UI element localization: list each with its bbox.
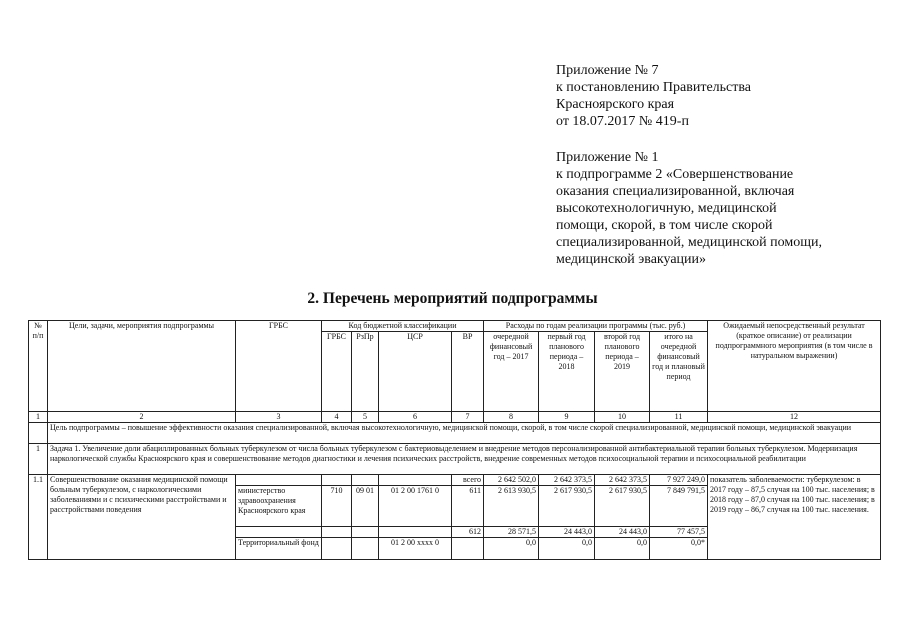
col-number: 8 xyxy=(484,412,539,423)
ministry-year2: 2 617 930,5 xyxy=(539,486,595,527)
fund-vr-cell xyxy=(452,538,484,560)
col-number: 6 xyxy=(379,412,452,423)
total-rzpr-cell xyxy=(352,475,379,486)
fund-grbs-cell xyxy=(322,538,352,560)
header-expenses: Расходы по годам реализации программы (тыс. руб.) xyxy=(484,321,708,332)
col-number: 9 xyxy=(539,412,595,423)
col-number: 2 xyxy=(48,412,236,423)
total-vr: всего xyxy=(452,475,484,486)
row612-csr-cell xyxy=(379,527,452,538)
appendix-1-line: оказания специализированной, включая xyxy=(556,184,795,199)
header-sub-year3: второй год планового периода – 2019 xyxy=(595,332,650,412)
appendix-1-line: высокотехнологичную, медицинской xyxy=(556,201,777,216)
appendix-1-line: Приложение № 1 xyxy=(556,150,659,165)
col-number: 5 xyxy=(352,412,379,423)
header-sub-year2: первый год планового периода – 2018 xyxy=(539,332,595,412)
header-grbs: ГРБС xyxy=(236,321,322,412)
header-sub-grbs: ГРБС xyxy=(322,332,352,412)
appendix-7-line: от 18.07.2017 № 419-п xyxy=(556,114,689,129)
document-title: 2. Перечень мероприятий подпрограммы xyxy=(307,290,598,307)
header-sub-csr: ЦСР xyxy=(379,332,452,412)
header-sub-year1: очередной финансовый год – 2017 xyxy=(484,332,539,412)
task-row-text: Задача 1. Увеличение доли абациллированных больных туберкулезом от числа больных туберкулезом с бактериовыделением и внедрение методов персонализированной антибактериальной терапии больных туберкулезом. Модернизация наркологической службы Красноярского края и совершенствование методов диагностики и лечения психических расстройств, внедрение современных методов психосоциальной терапии и психосоциальной реабилитации xyxy=(48,444,881,475)
col-number: 7 xyxy=(452,412,484,423)
task-num: 1 xyxy=(29,444,48,475)
appendix-7-line: Красноярского края xyxy=(556,97,675,112)
appendix-1-line: специализированной, медицинской помощи, xyxy=(556,235,822,250)
ministry-grbs: 710 xyxy=(322,486,352,527)
fund-total: 0,0* xyxy=(650,538,708,560)
activity-result: показатель заболеваемости: туберкулезом: в 2017 году – 87,5 случая на 100 тыс. населения; в 2018 году – 87,0 случая на 100 тыс. населения; в 2019 году – 86,7 случая на 100 тыс. населения. xyxy=(708,475,881,560)
ministry-rzpr: 09 01 xyxy=(352,486,379,527)
total-year1: 2 642 502,0 xyxy=(484,475,539,486)
header-result: Ожидаемый непосредственный результат (краткое описание) от реализации подпрограммного мероприятия (в том числе в натуральном выражении) xyxy=(708,321,881,412)
appendix-7-line: к постановлению Правительства xyxy=(556,80,752,95)
header-sub-total: итого на очередной финансовый год и плановый период xyxy=(650,332,708,412)
total-year2: 2 642 373,5 xyxy=(539,475,595,486)
total-grbs-cell xyxy=(236,475,322,486)
fund-csr: 01 2 00 xxxx 0 xyxy=(379,538,452,560)
col-number: 10 xyxy=(595,412,650,423)
row612-grbs-name-cell xyxy=(236,527,322,538)
header-budget-code: Код бюджетной классификации xyxy=(322,321,484,332)
activities-table xyxy=(28,320,881,560)
row612-year2: 24 443,0 xyxy=(539,527,595,538)
total-grbs-code-cell xyxy=(322,475,352,486)
col-number: 11 xyxy=(650,412,708,423)
total-sum: 7 927 249,0 xyxy=(650,475,708,486)
row612-vr: 612 xyxy=(452,527,484,538)
appendix-1-line: помощи, скорой, в том числе скорой xyxy=(556,218,773,233)
ministry-total: 7 849 791,5 xyxy=(650,486,708,527)
col-number: 4 xyxy=(322,412,352,423)
ministry-year3: 2 617 930,5 xyxy=(595,486,650,527)
row612-year3: 24 443,0 xyxy=(595,527,650,538)
appendix-7-header xyxy=(556,62,751,130)
ministry-year1: 2 613 930,5 xyxy=(484,486,539,527)
activity-num: 1.1 xyxy=(29,475,48,560)
goal-row-text: Цель подпрограммы – повышение эффективности оказания специализированной, включая высокотехнологичную, медицинской помощи, скорой, в том числе скорой специализированной, медицинской помощи, медицинской эвакуации xyxy=(48,423,881,444)
header-num: № п/п xyxy=(29,321,48,412)
fund-name: Территориальный фонд xyxy=(236,538,322,560)
fund-year2: 0,0 xyxy=(539,538,595,560)
activity-text: Совершенствование оказания медицинской помощи больным туберкулезом, с наркологическими заболеваниями и с психическими расстройствами и расстройствами поведения xyxy=(48,475,236,560)
goal-num-cell xyxy=(29,423,48,444)
row612-year1: 28 571,5 xyxy=(484,527,539,538)
row612-grbs-cell xyxy=(322,527,352,538)
appendix-1-header xyxy=(556,149,822,268)
header-sub-vr: ВР xyxy=(452,332,484,412)
header-goals: Цели, задачи, мероприятия подпрограммы xyxy=(48,321,236,412)
appendix-1-line: к подпрограмме 2 «Совершенствование xyxy=(556,167,794,182)
header-sub-rzpr: РзПр xyxy=(352,332,379,412)
appendix-7-line: Приложение № 7 xyxy=(556,63,659,78)
col-number: 1 xyxy=(29,412,48,423)
ministry-csr: 01 2 00 1761 0 xyxy=(379,486,452,527)
fund-year1: 0,0 xyxy=(484,538,539,560)
row612-total: 77 457,5 xyxy=(650,527,708,538)
total-year3: 2 642 373,5 xyxy=(595,475,650,486)
fund-rzpr-cell xyxy=(352,538,379,560)
total-csr-cell xyxy=(379,475,452,486)
appendix-1-line: медицинской эвакуации» xyxy=(556,252,707,267)
fund-year3: 0,0 xyxy=(595,538,650,560)
ministry-vr: 611 xyxy=(452,486,484,527)
row612-rzpr-cell xyxy=(352,527,379,538)
ministry-name: министерство здравоохранения Красноярского края xyxy=(236,486,322,527)
col-number: 3 xyxy=(236,412,322,423)
col-number: 12 xyxy=(708,412,881,423)
